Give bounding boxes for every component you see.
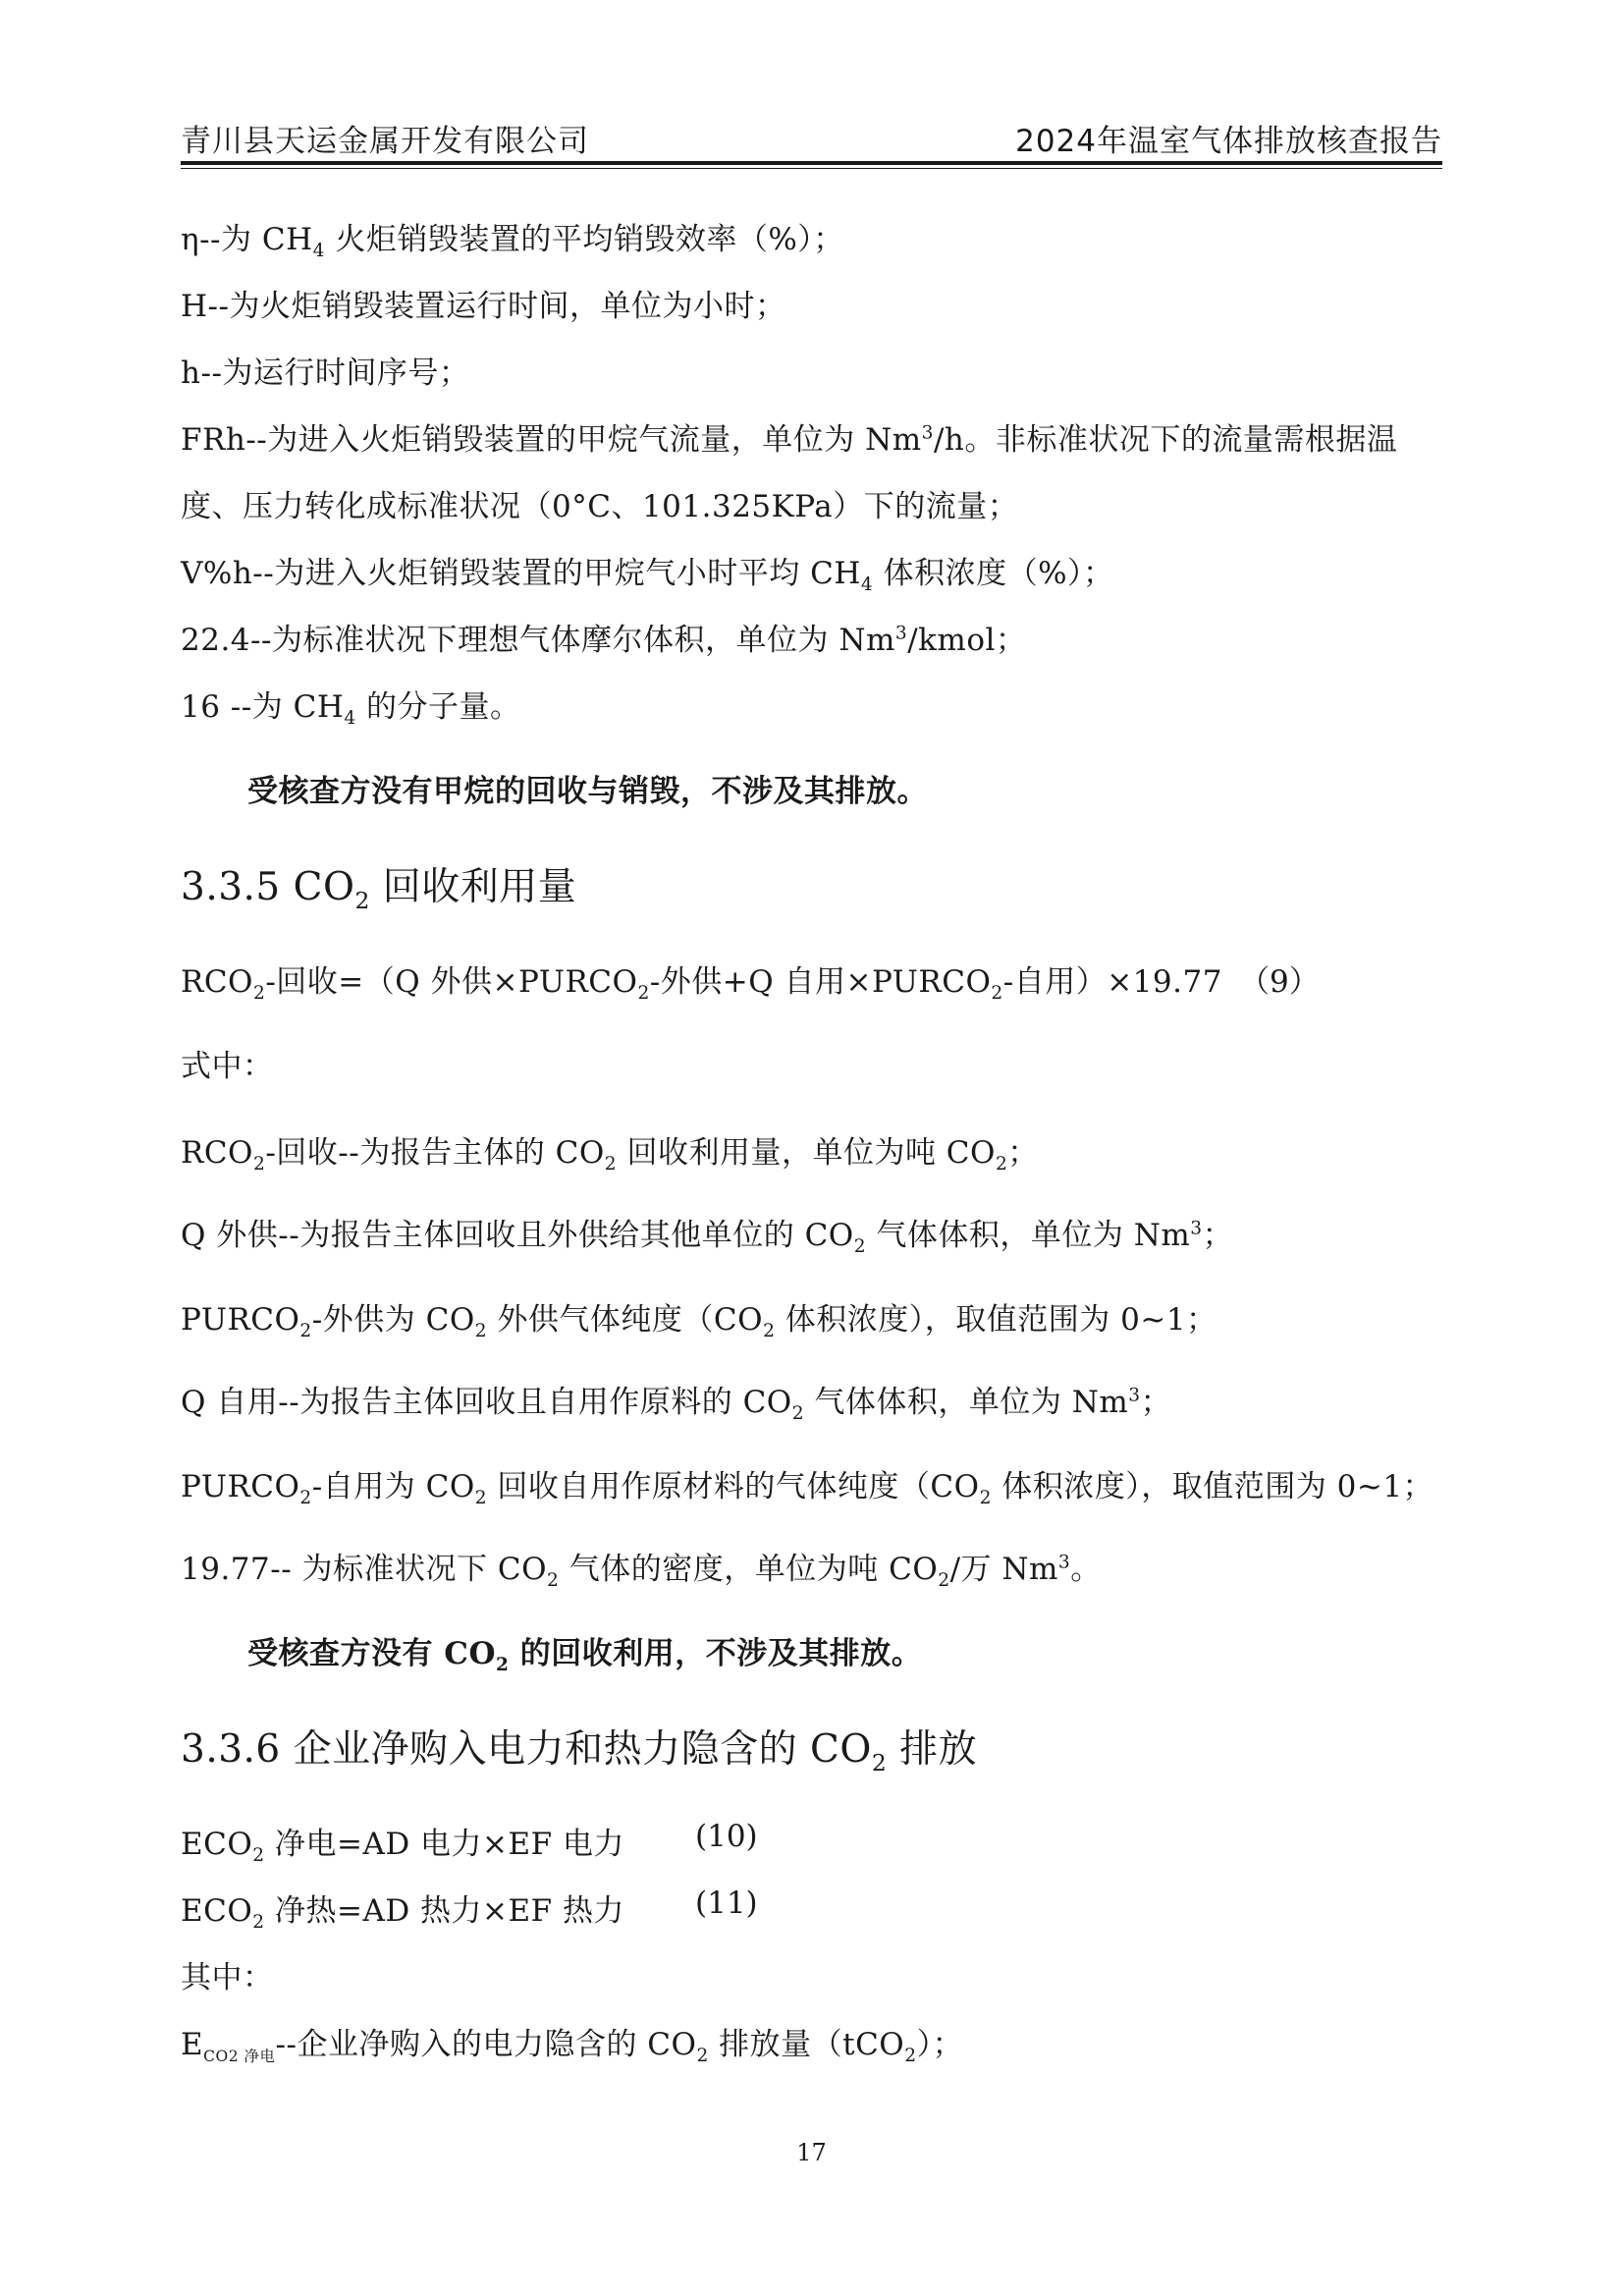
header-company: 青川县天运金属开发有限公司 — [181, 124, 589, 159]
equation-11: $ECO_2$ 净热=AD 热力×EF 热力 — [181, 1893, 625, 1934]
def-molecular-weight: 16 --为 $CH_4$ 的分子量。 — [181, 689, 521, 730]
def-RCO2: $RCO_2-$回收--为报告主体的 $CO_2$ 回收利用量，单位为吨 $CO_2$； — [181, 1135, 1039, 1175]
equation-9: $RCO_2-$回收=（Q 外供$\times PURCO_2-$外供+Q 自用$\times PURCO_2-$自用）×19.77 — [181, 964, 1222, 1005]
def-FRh: FRh--为进入火炬销毁装置的甲烷气流量，单位为 Nm$^3$/h。非标准状况下的流量需根据温 — [181, 422, 1398, 458]
where-label-1: 式中： — [181, 1049, 274, 1084]
header-report-title: 2024年温室气体排放核查报告 — [1015, 124, 1442, 159]
section-3-3-6-title: 3.3.6 企业净购入电力和热力隐含的 $CO_2$ 排放 — [181, 1727, 978, 1777]
def-PUR-external: $PURCO_2-$外供为 $CO_2$ 外供气体纯度（$CO_2$ 体积浓度），取值范围为 0~1； — [181, 1302, 1217, 1342]
note-co2: 受核查方没有 $CO_2$ 的回收利用，不涉及其排放。 — [247, 1636, 923, 1676]
def-E-net-electricity: $E_{CO2 净电}--$企业净购入的电力隐含的 $CO_2$ 排放量（tCO$_2$）； — [181, 2027, 964, 2067]
note-methane: 受核查方没有甲烷的回收与销毁，不涉及其排放。 — [247, 774, 928, 809]
header-rule-thin — [181, 168, 1442, 169]
def-H: H--为火炬销毁装置运行时间，单位为小时； — [181, 289, 786, 324]
def-PUR-self: $PURCO_2-$自用为 $CO_2$ 回收自用作原材料的气体纯度（$CO_2$ 体积浓度），取值范围为 0~1； — [181, 1469, 1434, 1509]
def-molar-volume: 22.4--为标准状况下理想气体摩尔体积，单位为 Nm$^3$/kmol； — [181, 623, 1027, 658]
page-number: 17 — [796, 2139, 827, 2166]
def-Vh: V%h--为进入火炬销毁装置的甲烷气小时平均 $CH_4$ 体积浓度（%）； — [181, 556, 1114, 596]
equation-9-number: （9） — [1239, 964, 1320, 1000]
def-density: 19.77-- 为标准状况下 $CO_2$ 气体的密度，单位为吨 $CO_2/$万 Nm$^3$。 — [181, 1552, 1102, 1592]
equation-11-number: (11) — [695, 1886, 758, 1921]
equation-10-number: (10) — [695, 1819, 758, 1854]
equation-10: $ECO_2$ 净电=AD 电力×EF 电力 — [181, 1827, 625, 1867]
section-3-3-5-title: 3.3.5 $CO_2$ 回收利用量 — [181, 865, 577, 914]
def-Q-external: Q 外供--为报告主体回收且外供给其他单位的 $CO_2$ 气体体积，单位为 Nm$^3$； — [181, 1218, 1234, 1258]
def-h: h--为运行时间序号； — [181, 355, 470, 391]
where-label-2: 其中： — [181, 1960, 274, 1995]
header-rule-thick — [181, 161, 1442, 165]
def-Q-self: Q 自用--为报告主体回收且自用作原料的 $CO_2$ 气体体积，单位为 Nm$^3$； — [181, 1385, 1172, 1425]
def-FRh-cont: 度、压力转化成标准状况（0°C、101.325KPa）下的流量； — [181, 489, 1019, 524]
def-eta: η--为 $CH_4$ 火炬销毁装置的平均销毁效率（%）； — [181, 222, 844, 262]
